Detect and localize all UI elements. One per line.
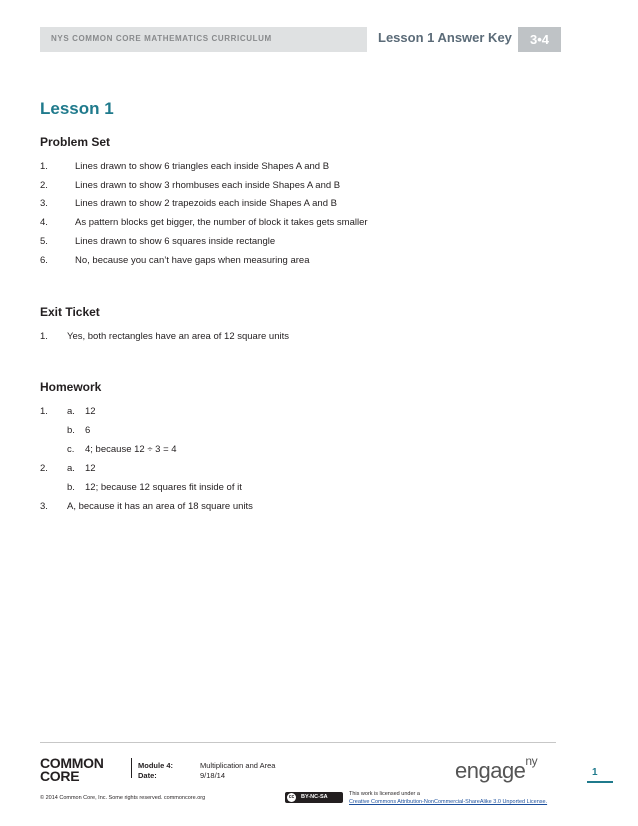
problem-number: 1. (40, 161, 48, 172)
footer-divider (40, 742, 556, 743)
logo-line-1: COMMON (40, 755, 104, 771)
common-core-logo (40, 757, 104, 783)
module-label: Module 4: (138, 761, 173, 770)
homework-number: 2. (40, 463, 48, 474)
cc-icon: cc (288, 794, 295, 800)
homework-part-label: a. (67, 406, 75, 417)
engage-text: engage (455, 758, 526, 783)
date-label: Date: (138, 771, 157, 780)
problem-number: 3. (40, 198, 48, 209)
problem-number: 5. (40, 236, 48, 247)
homework-number: 3. (40, 501, 48, 512)
engageny-logo (455, 754, 538, 784)
page-number: 1 (592, 767, 598, 778)
cc-badge-label: BY-NC-SA (301, 794, 328, 800)
exit-ticket-number: 1. (40, 331, 48, 342)
homework-answer: 12; because 12 squares fit inside of it (85, 482, 242, 493)
license-text: This work is licensed under a (349, 791, 420, 797)
homework-part-label: b. (67, 425, 75, 436)
problem-answer: Lines drawn to show 6 triangles each inside Shapes A and B (75, 161, 330, 172)
homework-answer: 4; because 12 ÷ 3 = 4 (85, 444, 177, 455)
homework-part-label: b. (67, 482, 75, 493)
homework-part-label: a. (67, 463, 75, 474)
copyright-text: © 2014 Common Core, Inc. Some rights reserved. commoncore.org (40, 795, 206, 801)
date-value: 9/18/14 (200, 771, 226, 780)
homework-answer: 6 (85, 425, 91, 436)
problem-set-heading: Problem Set (40, 135, 111, 149)
problem-answer: As pattern blocks get bigger, the number of block it takes gets smaller (75, 217, 368, 228)
homework-part-label: c. (67, 444, 75, 455)
ny-text: ny (525, 754, 538, 768)
license-link[interactable]: Creative Commons Attribution-NonCommercial-ShareAlike 3.0 Unported License. (349, 799, 548, 805)
curriculum-name: NYS COMMON CORE MATHEMATICS CURRICULUM (51, 34, 272, 43)
problem-answer: Lines drawn to show 2 trapezoids each inside Shapes A and B (75, 198, 337, 209)
logo-line-2: CORE (40, 768, 80, 784)
homework-answer: 12 (85, 463, 96, 474)
module-value: Multiplication and Area (200, 761, 276, 770)
problem-number: 6. (40, 255, 48, 266)
exit-ticket-answer: Yes, both rectangles have an area of 12 square units (67, 331, 289, 342)
grade-module-badge: 3•4 (518, 27, 561, 52)
exit-ticket-heading: Exit Ticket (40, 305, 100, 319)
footer-vertical-rule (131, 758, 132, 778)
problem-answer: No, because you can’t have gaps when measuring area (75, 255, 310, 266)
problem-answer: Lines drawn to show 6 squares inside rectangle (75, 236, 276, 247)
page-title: Lesson 1 Answer Key (378, 30, 512, 45)
problem-number: 4. (40, 217, 48, 228)
problem-number: 2. (40, 180, 48, 191)
homework-number: 1. (40, 406, 48, 417)
page-number-underline (587, 781, 613, 783)
homework-answer: A, because it has an area of 18 square units (67, 501, 253, 512)
problem-answer: Lines drawn to show 3 rhombuses each inside Shapes A and B (75, 180, 341, 191)
homework-answer: 12 (85, 406, 96, 417)
homework-heading: Homework (40, 380, 102, 394)
lesson-title: Lesson 1 (40, 99, 114, 118)
